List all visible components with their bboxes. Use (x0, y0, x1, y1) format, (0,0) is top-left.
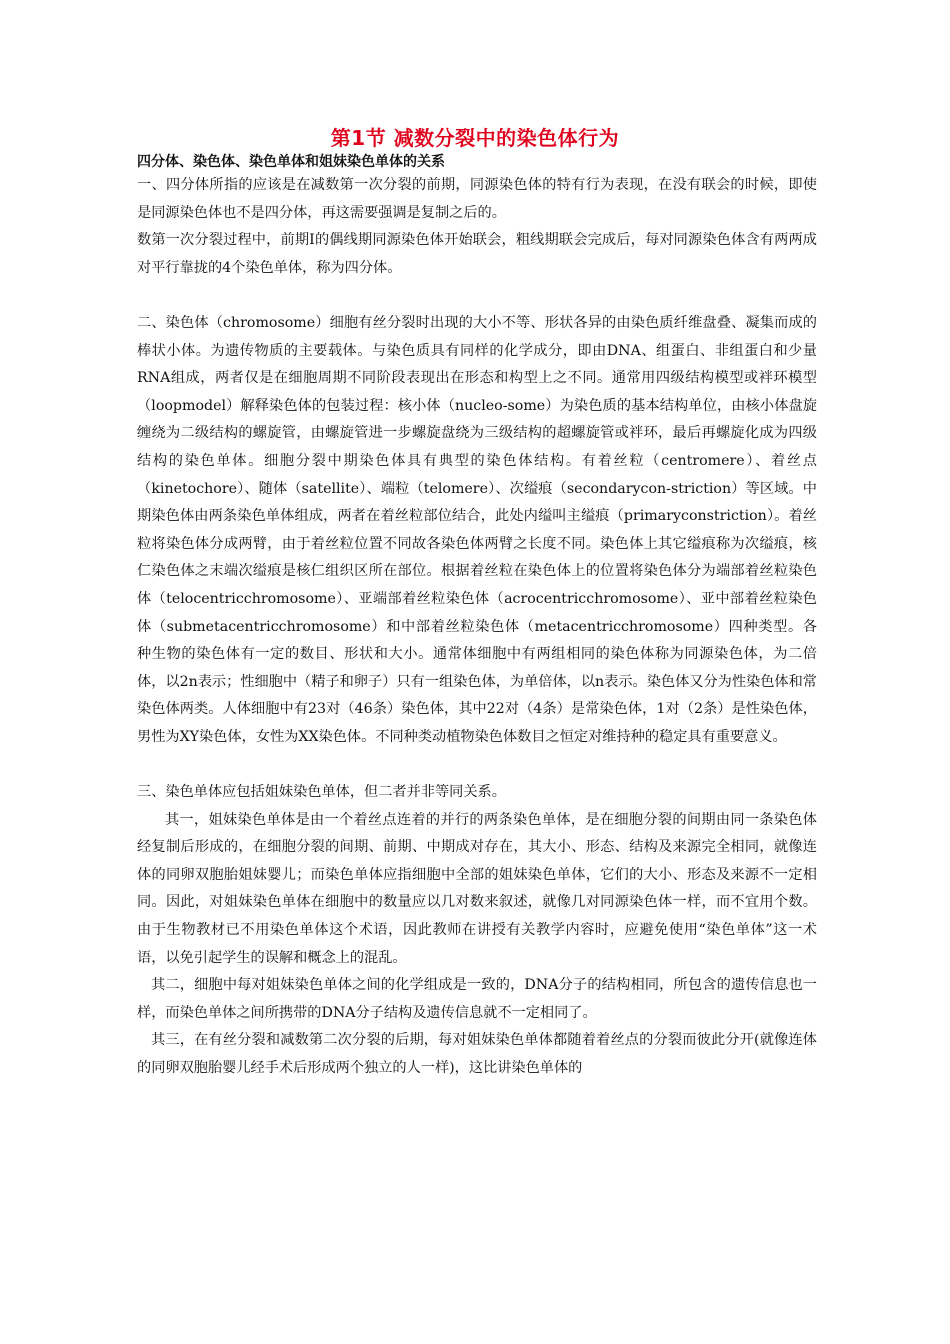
paragraph-point-three: 其三，在有丝分裂和减数第二次分裂的后期，每对姐妹染色单体都随着着丝点的分裂而彼此分开(就像连体的同卵双胞胎婴儿经手术后形成两个独立的人一样)，这比讲染色单体的 (137, 1032, 817, 1076)
page-title: 第1节 减数分裂中的染色体行为 (330, 126, 620, 150)
paragraph-spacer (137, 751, 817, 779)
paragraph-spacer (137, 282, 817, 310)
paragraph-meiosis-prophase: 数第一次分裂过程中，前期Ⅰ的偶线期同源染色体开始联会，粗线期联会完成后，每对同源染色体含有两两成对平行靠拢的4个染色单体，称为四分体。 (137, 232, 817, 276)
paragraph-point-one: 其一，姐妹染色单体是由一个着丝点连着的并行的两条染色单体，是在细胞分裂的间期由同一条染色体经复制后形成的，在细胞分裂的间期、前期、中期成对存在，其大小、形态、结构及来源完全相同，就像连体的同卵双胞胎姐妹婴儿；而染色单体应指细胞中全部的姐妹染色单体，它们的大小、形态及来源不一定相同。因此，对姐妹染色单体在细胞中的数量应以几对数来叙述，就像几对同源染色体一样，而不宜用个数。由于生物教材已不用染色单体这个术语，因此教师在讲授有关教学内容时，应避免使用“染色单体”这一术语，以免引起学生的误解和概念上的混乱。 (137, 811, 817, 966)
paragraph-chromatid-heading: 三、染色单体应包括姐妹染色单体，但二者并非等同关系。 (137, 784, 506, 801)
paragraph-chromosome: 二、染色体（chromosome）细胞有丝分裂时出现的大小不等、形状各异的由染色质纤维盘叠、凝集而成的棒状小体。为遗传物质的主要载体。与染色质具有同样的化学成分，即由DNA、组蛋白、非组蛋白和少量RNA组成，两者仅是在细胞周期不同阶段表现出在形态和构型上之不同。通常用四级结构模型或袢环模型（loopmodel）解释染色体的包装过程：核小体（nucleo-some）为染色质的基本结构单位，由核小体盘旋缠绕为二级结构的螺旋管，由螺旋管进一步螺旋盘绕为三级结构的超螺旋管或袢环，最后再螺旋化成为四级结构的染色单体。细胞分裂中期染色体具有典型的染色体结构。有着丝粒（centromere）、着丝点（kinetochore）、随体（satellite）、端粒（telomere）、次缢痕（secondarycon-striction）等区域。中期染色体由两条染色单体组成，两者在着丝粒部位结合，此处内缢叫主缢痕（primaryconstriction）。着丝粒将染色体分成两臂，由于着丝粒位置不同故各染色体两臂之长度不同。染色体上其它缢痕称为次缢痕，核仁染色体之末端次缢痕是核仁组织区所在部位。根据着丝粒在染色体上的位置将染色体分为端部着丝粒染色体（telocentricchromosome）、亚端部着丝粒染色体（acrocentricchromosome）、亚中部着丝粒染色体（submetacentricchromosome）和中部着丝粒染色体（metacentricchromosome）四种类型。各种生物的染色体有一定的数目、形状和大小。通常体细胞中有两组相同的染色体称为同源染色体，为二倍体，以2n表示；性细胞中（精子和卵子）只有一组染色体，为单倍体，以n表示。染色体又分为性染色体和常染色体两类。人体细胞中有23对（46条）染色体，其中22对（4条）是常染色体，1对（2条）是性染色体，男性为XY染色体，女性为XX染色体。不同种类动植物染色体数目之恒定对维持种的稳定具有重要意义。 (137, 314, 817, 745)
section-subtitle: 四分体、染色体、染色单体和姐妹染色单体的关系 (137, 154, 445, 170)
paragraph-tetrad: 一、四分体所指的应该是在减数第一次分裂的前期，同源染色体的特有行为表现，在没有联会的时候，即使是同源染色体也不是四分体，再这需要强调是复制之后的。 (137, 177, 817, 221)
document-body (137, 172, 817, 1083)
paragraph-point-two: 其二，细胞中每对姐妹染色单体之间的化学组成是一致的，DNA分子的结构相同，所包含的遗传信息也一样，而染色单体之间所携带的DNA分子结构及遗传信息就不一定相同了。 (137, 977, 817, 1021)
